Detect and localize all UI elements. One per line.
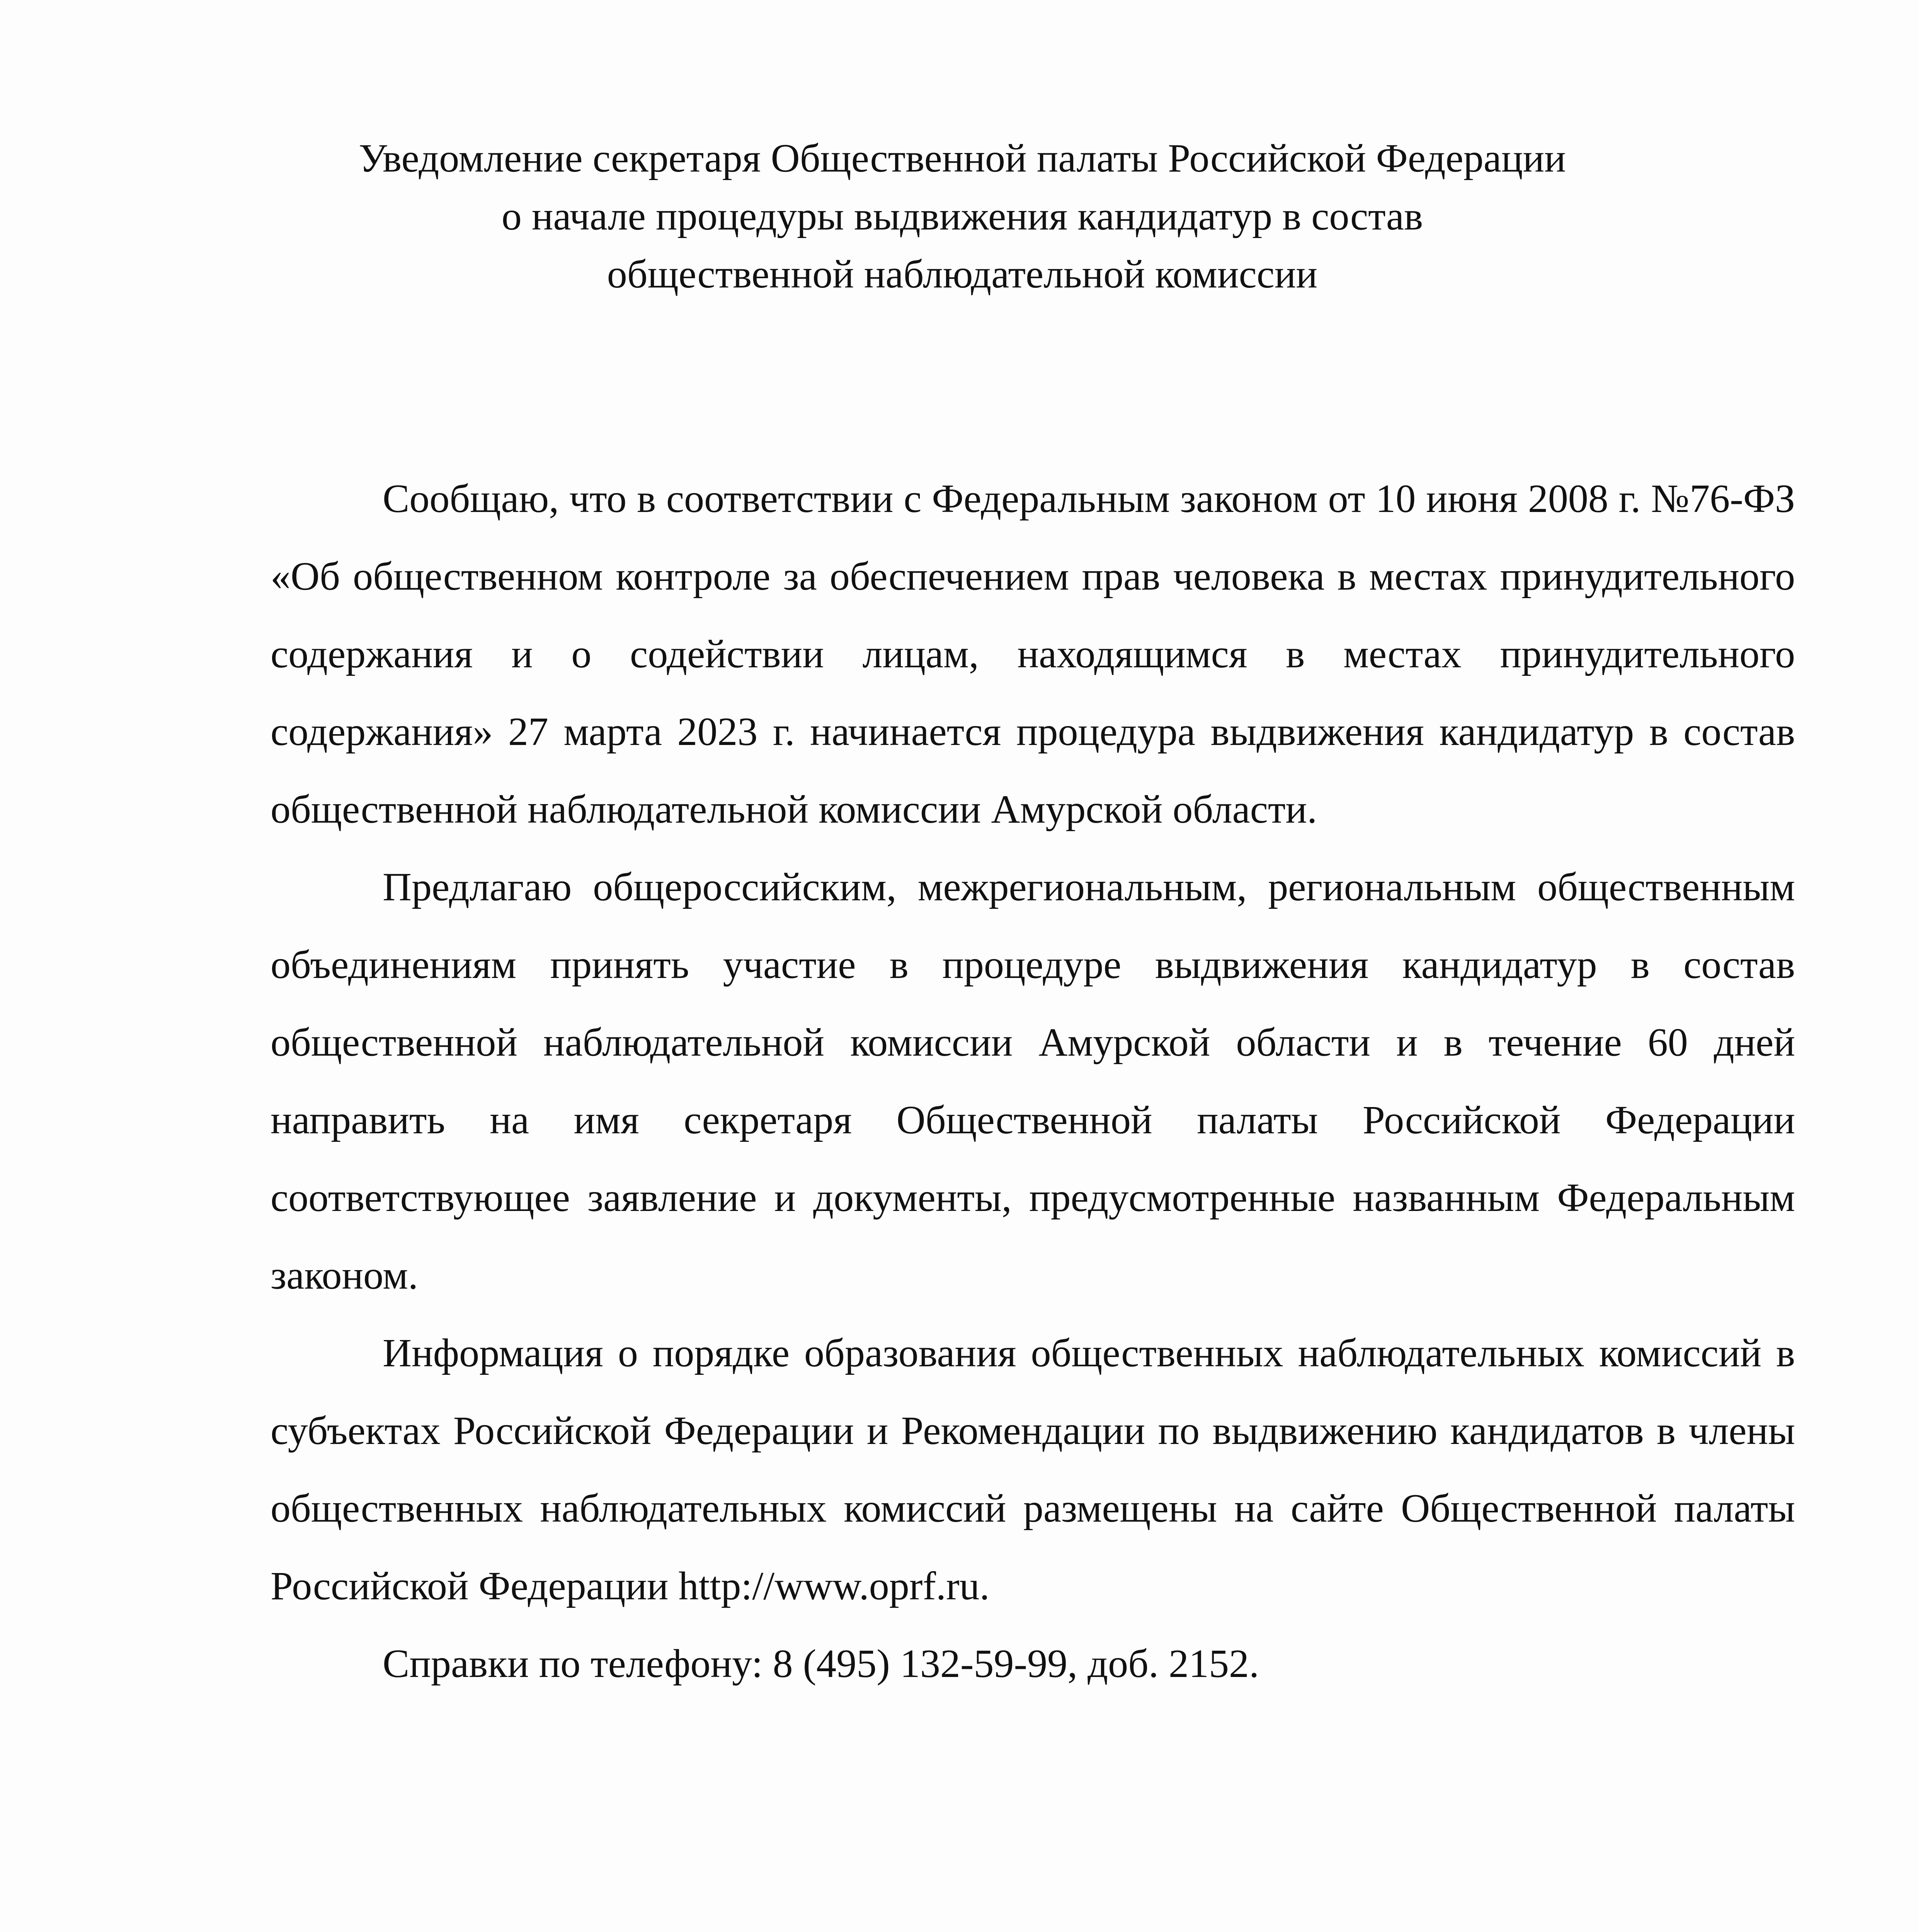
paragraph-invitation: Предлагаю общероссийским, межрегиональным, региональным общественным объединениям принять участие в процедуре выдвижения кандидатур в состав общественной наблюдательной комиссии Амурской области и в течение 60 дней направить на имя секретаря Общественной палаты Российской Федерации соответствующее заявление и документы, предусмотренные названным Федеральным законом. bbox=[271, 865, 1795, 1298]
paragraph-information: Информация о порядке образования общественных наблюдательных комиссий в субъектах Российской Федерации и Рекомендации по выдвижению кандидатов в члены общественных наблюдательных комиссий размещены на сайте Общественной палаты Российской Федерации http://www.oprf.ru. bbox=[271, 1331, 1795, 1608]
title-line-2: о начале процедуры выдвижения кандидатур в состав bbox=[501, 194, 1423, 238]
paragraph-announcement: Сообщаю, что в соответствии с Федеральным законом от 10 июня 2008 г. №76-ФЗ «Об общественном контроле за обеспечением прав человека в местах принудительного содержания и о содействии лицам, находящимся в местах принудительного содержания» 27 марта 2023 г. начинается процедура выдвижения кандидатур в состав общественной наблюдательной комиссии Амурской области. bbox=[271, 476, 1795, 832]
paragraph-phone: Справки по телефону: 8 (495) 132-59-99, доб. 2152. bbox=[383, 1641, 1259, 1686]
title-line-3: общественной наблюдательной комиссии bbox=[607, 252, 1318, 296]
document-body bbox=[271, 460, 1795, 1702]
title-line-1: Уведомление секретаря Общественной палаты Российской Федерации bbox=[359, 136, 1566, 180]
document-title bbox=[232, 129, 1693, 303]
